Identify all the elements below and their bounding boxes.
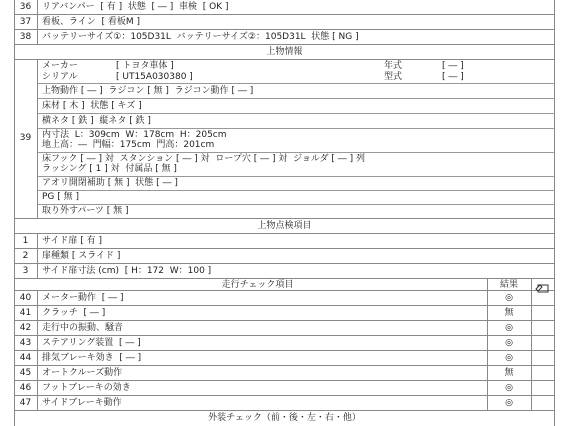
row-number: 38 xyxy=(19,32,32,42)
row-number: 43 xyxy=(19,338,32,348)
table-border-right xyxy=(554,0,555,426)
row-divider xyxy=(14,218,555,219)
side-door-size-row: サイド扉寸法 (cm) [ H：172 W：100 ] xyxy=(42,266,212,276)
upper-operation-line: 上物動作 [ ― ] ラジコン [ 無 ] ラジコン動作 [ ― ] xyxy=(42,86,254,96)
row-number: 46 xyxy=(19,383,32,393)
signboard-row: 看板、ライン [ 看板M ] xyxy=(42,17,140,27)
model-value: [ ― ] xyxy=(442,72,464,82)
steering-row: ステアリング装置 [ ― ] xyxy=(42,338,141,348)
row-divider xyxy=(14,248,555,249)
row-number: 47 xyxy=(19,398,32,408)
side-door-row: サイド扉 [ 有 ] xyxy=(42,236,102,246)
result-cell: ◎ xyxy=(505,293,513,303)
upper-inspection-header: 上物点検項目 xyxy=(257,221,312,231)
sub-divider xyxy=(38,190,555,191)
edit-icon[interactable] xyxy=(535,279,551,290)
floor-material-line: 床材 [ 木 ] 状態 [ キズ ] xyxy=(42,101,142,111)
result-cell: 無 xyxy=(504,308,514,318)
removable-parts-line: 取り外すパーツ [ 無 ] xyxy=(42,206,129,216)
hooks-line: 床フック [ ― ] 対 スタンション [ ― ] 対 ロープ穴 [ ― ] 対 ジョルダ [ ― ] 列 xyxy=(42,154,366,164)
row-number: 3 xyxy=(22,266,29,276)
row-divider xyxy=(14,350,555,351)
number-column-divider xyxy=(37,0,38,44)
frame-line: 横ネタ [ 鉄 ] 縦ネタ [ 鉄 ] xyxy=(42,116,151,126)
year-value: [ ― ] xyxy=(442,61,464,71)
row-divider xyxy=(14,335,555,336)
year-label: 年式 xyxy=(384,61,403,71)
clutch-row: クラッチ [ ― ] xyxy=(42,308,106,318)
vibration-noise-row: 走行中の振動、騒音 xyxy=(42,323,124,333)
row-divider xyxy=(14,59,555,60)
maker-value: [ トヨタ車体 ] xyxy=(116,61,174,71)
row-number: 39 xyxy=(19,133,32,143)
foot-brake-row: フットブレーキの効き xyxy=(42,383,131,393)
row-divider xyxy=(14,29,555,30)
exterior-check-header: 外装チェック（前・後・左・右・他） xyxy=(208,413,361,423)
model-label: 型式 xyxy=(384,72,403,82)
meter-operation-row: メーター動作 [ ― ] xyxy=(42,293,124,303)
row-divider xyxy=(14,395,555,396)
row-number: 40 xyxy=(19,293,32,303)
row-divider xyxy=(14,263,555,264)
rear-bumper-row: リアバンパー [ 有 ] 状態 [ ― ] 車検 [ OK ] xyxy=(42,2,229,12)
power-gate-line: PG [ 無 ] xyxy=(42,192,80,202)
exhaust-brake-row: 排気ブレーキ効き [ ― ] xyxy=(42,353,142,363)
inner-dimensions: 内寸法 L：309cm W：178cm H：205cm xyxy=(42,130,227,140)
row-divider xyxy=(14,44,555,45)
row-number: 2 xyxy=(22,251,29,261)
row-number: 44 xyxy=(19,353,32,363)
row-divider xyxy=(14,365,555,366)
row-divider xyxy=(14,410,555,411)
result-cell: ◎ xyxy=(505,398,513,408)
result-cell: ◎ xyxy=(505,338,513,348)
battery-row: バッテリーサイズ①：105D31L バッテリーサイズ②：105D31L 状態 [ NG ] xyxy=(42,32,359,42)
sub-divider xyxy=(38,83,555,84)
result-cell: 無 xyxy=(504,368,514,378)
result-cell: ◎ xyxy=(505,323,513,333)
side-brake-row: サイドブレーキ動作 xyxy=(42,398,122,408)
serial-label: シリアル xyxy=(42,72,78,82)
row-divider xyxy=(14,233,555,234)
row-number: 1 xyxy=(22,236,29,246)
lashing-line: ラッシング [ 1 ] 対 付属品 [ 無 ] xyxy=(42,164,177,174)
result-column-header: 結果 xyxy=(499,280,518,290)
sub-divider xyxy=(38,98,555,99)
result-cell: ◎ xyxy=(505,353,513,363)
row-divider xyxy=(14,320,555,321)
result-column-divider xyxy=(531,278,532,411)
tailgate-assist-line: アオリ開閉補助 [ 無 ] 状態 [ ― ] xyxy=(42,178,178,188)
auto-cruise-row: オートクルーズ動作 xyxy=(42,368,123,378)
row-number: 41 xyxy=(19,308,32,318)
row-number: 45 xyxy=(19,368,32,378)
serial-value: [ UT15A030380 ] xyxy=(116,72,193,82)
row-number: 42 xyxy=(19,323,32,333)
row-divider xyxy=(14,14,555,15)
result-cell: ◎ xyxy=(505,383,513,393)
number-column-divider xyxy=(37,233,38,278)
driving-check-header: 走行チェック項目 xyxy=(221,280,294,290)
row-divider xyxy=(14,380,555,381)
maker-label: メーカー xyxy=(42,61,78,71)
sub-divider xyxy=(38,113,555,114)
row-number: 37 xyxy=(19,17,32,27)
door-type-row: 扉種類 [ スライド ] xyxy=(42,251,121,261)
upper-info-header: 上物情報 xyxy=(266,47,303,57)
row-divider xyxy=(14,305,555,306)
row-number: 36 xyxy=(19,2,32,12)
ground-height-line: 地上高：― 門幅：175cm 門高：201cm xyxy=(42,140,215,150)
